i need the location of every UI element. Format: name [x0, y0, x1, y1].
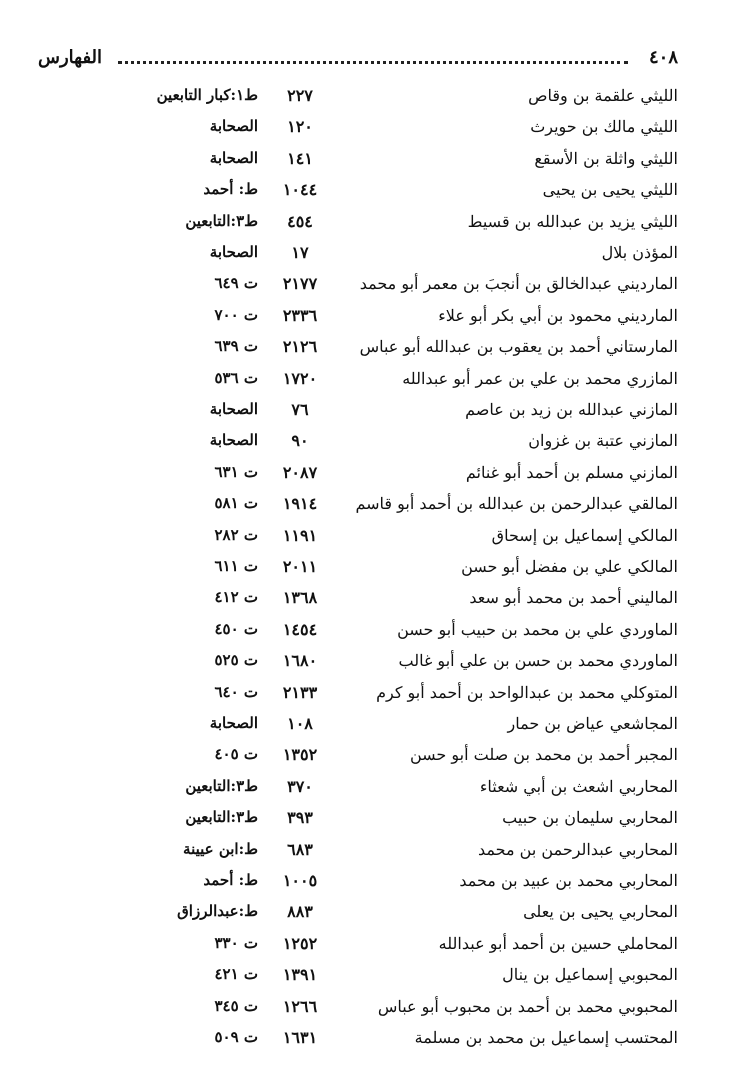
entry-number: ٢٠٨٧	[282, 462, 318, 482]
entry-note: ت ٥٣٦	[214, 368, 258, 387]
entry-name: المازني عبدالله بن زيد بن عاصم	[465, 400, 678, 419]
index-entry	[0, 836, 746, 867]
index-entry	[0, 113, 746, 144]
entry-name: المحاربي اشعث بن أبي شعثاء	[479, 776, 678, 796]
index-entry	[0, 584, 746, 615]
page-header	[38, 47, 678, 77]
entry-number: ١٧	[291, 243, 309, 262]
index-entry	[0, 993, 746, 1024]
header-dotted-leader	[118, 61, 628, 64]
entry-name: المارستاني أحمد بن يعقوب بن عبدالله أبو عباس	[359, 337, 678, 357]
entry-note: ط١:كبار التابعين	[156, 86, 258, 104]
entry-number: ١٠٤٤	[282, 180, 318, 200]
index-entry	[0, 804, 746, 835]
entry-name: الليثي يحيى بن يحيى	[542, 180, 678, 200]
entry-name: المازري محمد بن علي بن عمر أبو عبدالله	[402, 368, 678, 388]
entry-note: ت ٦١١	[214, 557, 258, 575]
index-entry	[0, 270, 746, 301]
index-entry	[0, 773, 746, 804]
entry-note: ت ٦٤٠	[214, 682, 258, 701]
entry-number: ١٤٥٤	[282, 619, 318, 639]
entry-number: ٤٥٤	[287, 211, 313, 231]
entry-name: المحاربي يحيى بن يعلى	[523, 902, 678, 922]
entry-name: المازني عتبة بن غزوان	[528, 431, 678, 451]
entry-name: الليثي علقمة بن وقاص	[528, 86, 678, 105]
index-entry	[0, 333, 746, 364]
entry-note: ت ٦٣١	[214, 462, 258, 481]
entry-name: الليثي مالك بن حويرث	[530, 117, 678, 137]
index-entry	[0, 898, 746, 929]
index-entry	[0, 616, 746, 647]
entry-name: الماردیني عبدالخالق بن أنجبَ بن معمر أبو محمد	[359, 274, 678, 294]
index-entry	[0, 490, 746, 521]
index-entry	[0, 302, 746, 333]
entry-note: ط:عبدالرزاق	[177, 902, 258, 921]
entry-number: ٨٨٣	[287, 902, 313, 922]
entry-name: المحبوبي إسماعيل بن ينال	[502, 965, 678, 985]
index-entry	[0, 522, 746, 553]
entry-number: ١٠٨	[287, 714, 313, 733]
entry-note: ت ٣٣٠	[214, 933, 258, 952]
entry-number: ١٤١	[287, 148, 313, 168]
entry-number: ١٢٠	[287, 117, 313, 137]
entry-name: المحاملي حسين بن أحمد أبو عبدالله	[438, 933, 678, 953]
index-entry	[0, 867, 746, 898]
index-title: الفهارس	[38, 47, 103, 68]
entry-number: ٢٣٣٦	[282, 305, 318, 325]
index-entry	[0, 1024, 746, 1055]
index-entry	[0, 930, 746, 961]
entry-number: ٢٢٧	[287, 86, 313, 105]
entry-name: المحاربي محمد بن عبيد بن محمد	[459, 871, 678, 890]
entry-number: ١٦٣١	[282, 1028, 318, 1047]
entry-name: المؤذن بلال	[601, 243, 678, 262]
index-entry	[0, 647, 746, 678]
entry-note: الصحابة	[209, 400, 258, 418]
entry-number: ١٣٩١	[282, 965, 318, 985]
entry-note: ت ٤٢١	[214, 965, 258, 984]
entry-name: المتوكلي محمد بن عبدالواحد بن أحمد أبو كرم	[376, 682, 678, 702]
entry-number: ١٢٦٦	[282, 996, 318, 1016]
index-entry	[0, 679, 746, 710]
entry-number: ٩٠	[291, 431, 309, 451]
entry-note: ط٣:التابعين	[185, 808, 258, 827]
index-entry	[0, 176, 746, 207]
entry-note: ت ٧٠٠	[214, 305, 258, 324]
entry-name: المحتسب إسماعيل بن محمد بن مسلمة	[414, 1028, 678, 1047]
entry-name: المالكي علي بن مفضل أبو حسن	[461, 557, 678, 576]
entry-note: ط: أحمد	[203, 871, 258, 889]
entry-number: ٣٧٠	[287, 776, 313, 796]
entry-number: ١٧٢٠	[282, 368, 318, 388]
entry-name: المحبوبي محمد بن أحمد بن محبوب أبو عباس	[377, 996, 678, 1016]
index-entry	[0, 396, 746, 427]
entry-note: ت ٥٨١	[214, 494, 258, 513]
entry-name: الماوردي محمد بن حسن بن علي أبو غالب	[398, 651, 678, 671]
entry-number: ١٦٨٠	[282, 651, 318, 671]
entry-note: الصحابة	[209, 148, 258, 167]
entry-name: الليثي يزيد بن عبدالله بن قسيط	[467, 211, 678, 231]
entry-note: ت ٢٨٢	[214, 525, 258, 544]
entry-name: الماردیني محمود بن أبي بكر أبو علاء	[438, 305, 678, 325]
entry-note: ت ٣٤٥	[214, 996, 258, 1015]
entry-name: المجاشعي عياض بن حمار	[507, 714, 678, 733]
index-entry	[0, 82, 746, 113]
entry-name: المالقي عبدالرحمن بن عبدالله بن أحمد أبو قاسم	[355, 494, 678, 514]
entry-note: الصحابة	[209, 714, 258, 732]
index-entry	[0, 208, 746, 239]
index-entry	[0, 365, 746, 396]
entry-number: ١٢٥٢	[282, 933, 318, 953]
entry-note: ت ٦٤٩	[214, 274, 258, 293]
entry-number: ١٣٥٢	[282, 745, 318, 765]
entry-note: ت ٤٠٥	[214, 745, 258, 764]
index-entry	[0, 427, 746, 458]
entry-name: الليثي واثلة بن الأسقع	[534, 148, 678, 168]
index-entry	[0, 741, 746, 772]
entry-number: ٢١٢٦	[282, 337, 318, 357]
entry-note: الصحابة	[209, 431, 258, 450]
entry-name: الماوردي علي بن محمد بن حبيب أبو حسن	[397, 619, 678, 639]
entry-note: ت ٦٣٩	[214, 337, 258, 356]
entry-number: ٢٠١١	[282, 557, 318, 576]
entry-note: ت ٤١٢	[214, 588, 258, 607]
entry-number: ٦٨٣	[287, 839, 313, 859]
entry-name: المحاربي عبدالرحمن بن محمد	[478, 839, 678, 859]
index-entry	[0, 145, 746, 176]
entry-number: ٣٩٣	[287, 808, 313, 828]
entry-name: المجبر أحمد بن محمد بن صلت أبو حسن	[409, 745, 678, 765]
index-entry	[0, 239, 746, 270]
index-entry	[0, 961, 746, 992]
entry-note: ط٣:التابعين	[185, 211, 258, 230]
entry-number: ١٣٦٨	[282, 588, 318, 608]
entry-number: ٢١٧٧	[282, 274, 318, 294]
entry-name: المالكي إسماعيل بن إسحاق	[491, 525, 678, 545]
page-number: ٤٠٨	[648, 47, 678, 68]
entry-number: ١٠٠٥	[282, 871, 318, 890]
entry-note: ت ٤٥٠	[214, 619, 258, 638]
entry-number: ١٩١٤	[282, 494, 318, 514]
entry-name: المازني مسلم بن أحمد أبو غنائم	[465, 462, 678, 482]
entry-note: ط٣:التابعين	[185, 776, 258, 795]
index-entry	[0, 459, 746, 490]
entry-note: ط:ابن عيينة	[183, 839, 258, 858]
entry-number: ٧٦	[291, 400, 309, 419]
index-entry	[0, 710, 746, 741]
index-entry	[0, 553, 746, 584]
entry-number: ٢١٣٣	[282, 682, 318, 702]
entry-name: المحاربي سليمان بن حبيب	[502, 808, 678, 828]
entry-note: الصحابة	[209, 243, 258, 261]
entry-number: ١١٩١	[282, 525, 318, 545]
entry-note: ط: أحمد	[203, 180, 258, 199]
entry-note: ت ٥٠٩	[214, 1028, 258, 1046]
entry-note: ت ٥٢٥	[214, 651, 258, 670]
entry-note: الصحابة	[209, 117, 258, 136]
entry-name: الماليني أحمد بن محمد أبو سعد	[469, 588, 678, 608]
